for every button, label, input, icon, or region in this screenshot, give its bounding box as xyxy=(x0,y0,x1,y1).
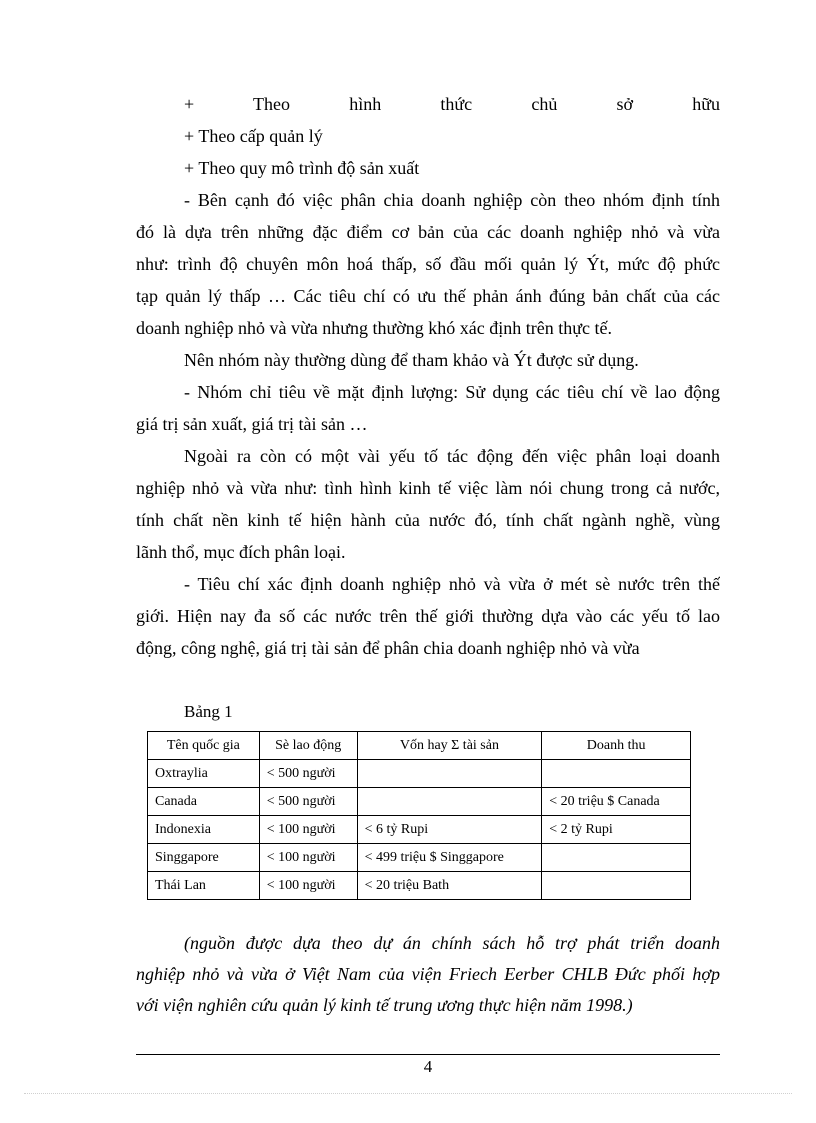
table-caption: Bảng 1 xyxy=(184,702,233,721)
paragraph-line: - Bên cạnh đó việc phân chia doanh nghiệp còn theo nhóm định tính xyxy=(184,190,720,210)
table-cell: Thái Lan xyxy=(148,872,260,900)
table-row xyxy=(148,760,691,788)
paragraph-line: giới. Hiện nay đa số các nước trên thế giới thường dựa vào các yếu tố lao xyxy=(136,606,720,626)
table-cell xyxy=(357,788,542,816)
table-cell: < 100 người xyxy=(259,872,357,900)
paragraph-line: + Theo cấp quản lý xyxy=(184,126,323,146)
table-cell: < 499 triệu $ Singgapore xyxy=(357,844,542,872)
page-number: 4 xyxy=(423,1057,433,1076)
table-cell xyxy=(542,844,691,872)
paragraph-line: Nên nhóm này thường dùng để tham khảo và Ýt được sử dụng. xyxy=(184,350,639,370)
header-revenue: Doanh thu xyxy=(542,732,691,760)
paragraph-line: + Theo hình thức chủ sở hữu xyxy=(184,94,720,114)
table-cell xyxy=(357,760,542,788)
paragraph-line: - Nhóm chỉ tiêu về mặt định lượng: Sử dụng các tiêu chí về lao động xyxy=(184,382,720,402)
header-labor: Sè lao động xyxy=(259,732,357,760)
paragraph-line: giá trị sản xuất, giá trị tài sản … xyxy=(136,414,368,434)
table-cell: < 100 người xyxy=(259,844,357,872)
table-cell: Oxtraylia xyxy=(148,760,260,788)
paragraph-line: nghiệp nhỏ và vừa như: tình hình kinh tế việc làm nói chung trong cả nước, xyxy=(136,478,720,498)
paragraph-line: như: trình độ chuyên môn hoá thấp, số đầu mối quản lý Ýt, mức độ phức xyxy=(136,254,720,274)
table-cell xyxy=(542,760,691,788)
table-cell: Indonexia xyxy=(148,816,260,844)
table-row xyxy=(148,844,691,872)
source-note xyxy=(136,928,720,1021)
table-cell: < 20 triệu $ Canada xyxy=(542,788,691,816)
paragraph-line: động, công nghệ, giá trị tài sản để phân chia doanh nghiệp nhỏ và vừa xyxy=(136,638,640,658)
table-cell: < 20 triệu Bath xyxy=(357,872,542,900)
paragraph-line: doanh nghiệp nhỏ và vừa nhưng thường khó xác định trên thực tế. xyxy=(136,318,612,338)
body-text xyxy=(136,88,720,664)
paragraph-line: lãnh thổ, mục đích phân loại. xyxy=(136,542,346,562)
source-line: với viện nghiên cứu quản lý kinh tế trung ương thực hiện năm 1998.) xyxy=(136,995,633,1015)
paragraph-line: Ngoài ra còn có một vài yếu tố tác động đến việc phân loại doanh xyxy=(184,446,720,466)
table-cell: < 100 người xyxy=(259,816,357,844)
table-cell: Canada xyxy=(148,788,260,816)
table-cell: Singgapore xyxy=(148,844,260,872)
source-line: nghiệp nhỏ và vừa ở Việt Nam của viện Friech Eerber CHLB Đức phối hợp xyxy=(136,964,720,984)
header-capital: Vốn hay Σ tài sản xyxy=(357,732,542,760)
paragraph-line: + Theo quy mô trình độ sản xuất xyxy=(184,158,420,178)
table-row xyxy=(148,788,691,816)
source-line: (nguồn được dựa theo dự án chính sách hỗ trợ phát triển doanh xyxy=(184,933,720,953)
table-row xyxy=(148,872,691,900)
sme-criteria-table xyxy=(147,731,691,900)
paragraph-line: tính chất nền kinh tế hiện hành của nước đó, tính chất ngành nghề, vùng xyxy=(136,510,720,530)
table-row xyxy=(148,816,691,844)
footer-divider xyxy=(136,1054,720,1055)
table-cell xyxy=(542,872,691,900)
table-cell: < 2 tỷ Rupi xyxy=(542,816,691,844)
header-country: Tên quốc gia xyxy=(148,732,260,760)
table-cell: < 500 người xyxy=(259,760,357,788)
table-cell: < 6 tỷ Rupi xyxy=(357,816,542,844)
page-edge-divider xyxy=(24,1093,792,1094)
paragraph-line: tạp quản lý thấp … Các tiêu chí có ưu thế phản ánh đúng bản chất của các xyxy=(136,286,720,306)
table-cell: < 500 người xyxy=(259,788,357,816)
paragraph-line: đó là dựa trên những đặc điểm cơ bản của các doanh nghiệp nhỏ và vừa xyxy=(136,222,720,242)
paragraph-line: - Tiêu chí xác định doanh nghiệp nhỏ và vừa ở mét sè nước trên thế xyxy=(184,574,720,594)
table-header-row xyxy=(148,732,691,760)
